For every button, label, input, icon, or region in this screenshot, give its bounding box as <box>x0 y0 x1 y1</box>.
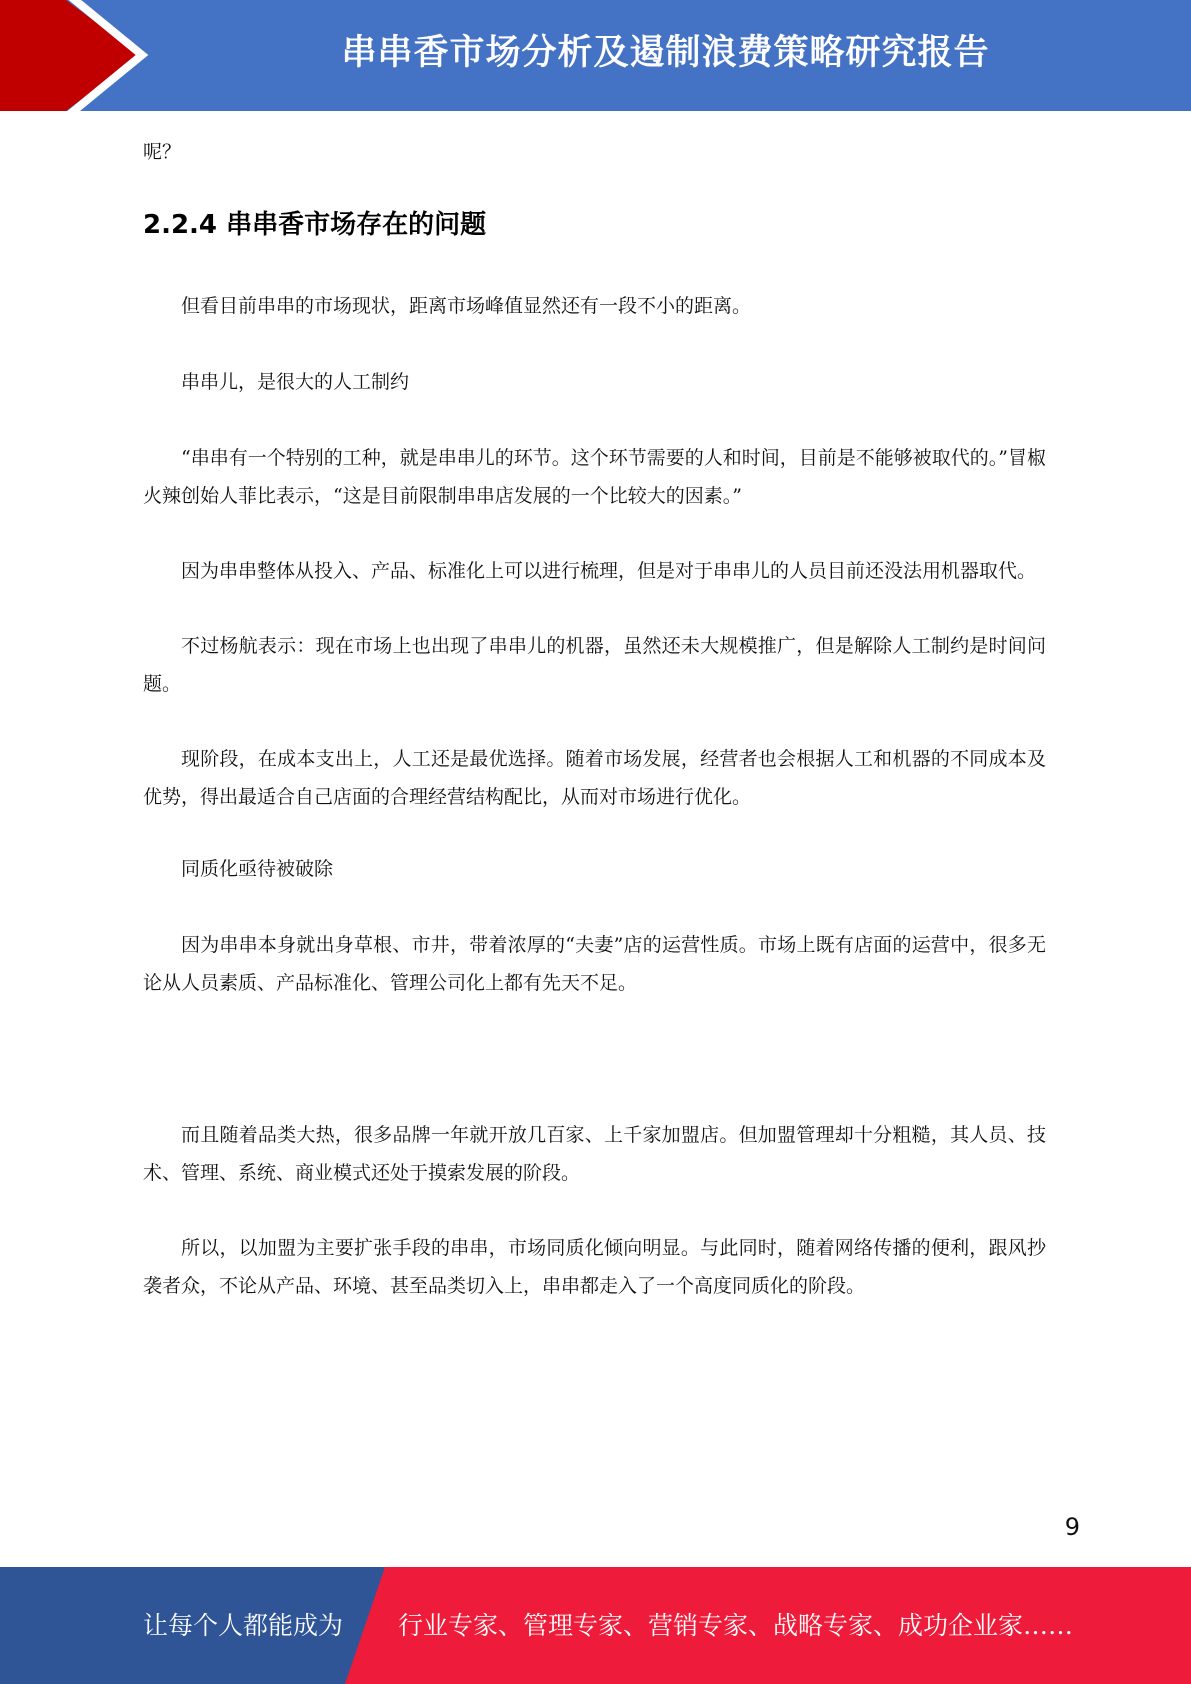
paragraph-5: 不过杨航表示：现在市场上也出现了串串儿的机器，虽然还未大规模推广，但是解除人工制约是时间问题。 <box>143 635 1046 695</box>
report-title: 串串香市场分析及遏制浪费策略研究报告 <box>341 33 990 73</box>
paragraph-4: 因为串串整体从投入、产品、标准化上可以进行梳理，但是对于串串儿的人员目前还没法用机器取代。 <box>181 560 1037 582</box>
carryover-text: 呢？ <box>143 141 182 163</box>
paragraph-9: 而且随着品类大热，很多品牌一年就开放几百家、上千家加盟店。但加盟管理却十分粗糙，其人员、技术、管理、系统、商业模式还处于摸索发展的阶段。 <box>143 1124 1046 1184</box>
page-header <box>0 0 1191 111</box>
paragraph-8: 因为串串本身就出身草根、市井，带着浓厚的“夫妻”店的运营性质。市场上既有店面的运营中，很多无论从人员素质、产品标准化、管理公司化上都有先天不足。 <box>143 934 1046 994</box>
footer-slogan-left: 让每个人都能成为 <box>143 1611 344 1640</box>
footer-slogan-right: 行业专家、管理专家、营销专家、战略专家、成功企业家…… <box>398 1611 1074 1640</box>
paragraph-2: 串串儿，是很大的人工制约 <box>181 371 410 393</box>
paragraph-10: 所以，以加盟为主要扩张手段的串串，市场同质化倾向明显。与此同时，随着网络传播的便利，跟风抄袭者众，不论从产品、环境、甚至品类切入上，串串都走入了一个高度同质化的阶段。 <box>143 1237 1046 1297</box>
page-footer <box>0 1567 1191 1684</box>
page-number: 9 <box>1064 1513 1080 1541</box>
header-arrow-icon <box>0 0 150 111</box>
paragraph-3: “串串有一个特别的工种，就是串串儿的环节。这个环节需要的人和时间，目前是不能够被取代的。”冒椒火辣创始人菲比表示，“这是目前限制串串店发展的一个比较大的因素。” <box>143 447 1046 507</box>
paragraph-7: 同质化亟待被破除 <box>181 858 334 880</box>
paragraph-1: 但看目前串串的市场现状，距离市场峰值显然还有一段不小的距离。 <box>181 295 752 317</box>
paragraph-6: 现阶段，在成本支出上，人工还是最优选择。随着市场发展，经营者也会根据人工和机器的不同成本及优势，得出最适合自己店面的合理经营结构配比，从而对市场进行优化。 <box>143 748 1046 808</box>
section-heading: 2.2.4 串串香市场存在的问题 <box>143 210 487 240</box>
page-content <box>143 135 1046 1305</box>
